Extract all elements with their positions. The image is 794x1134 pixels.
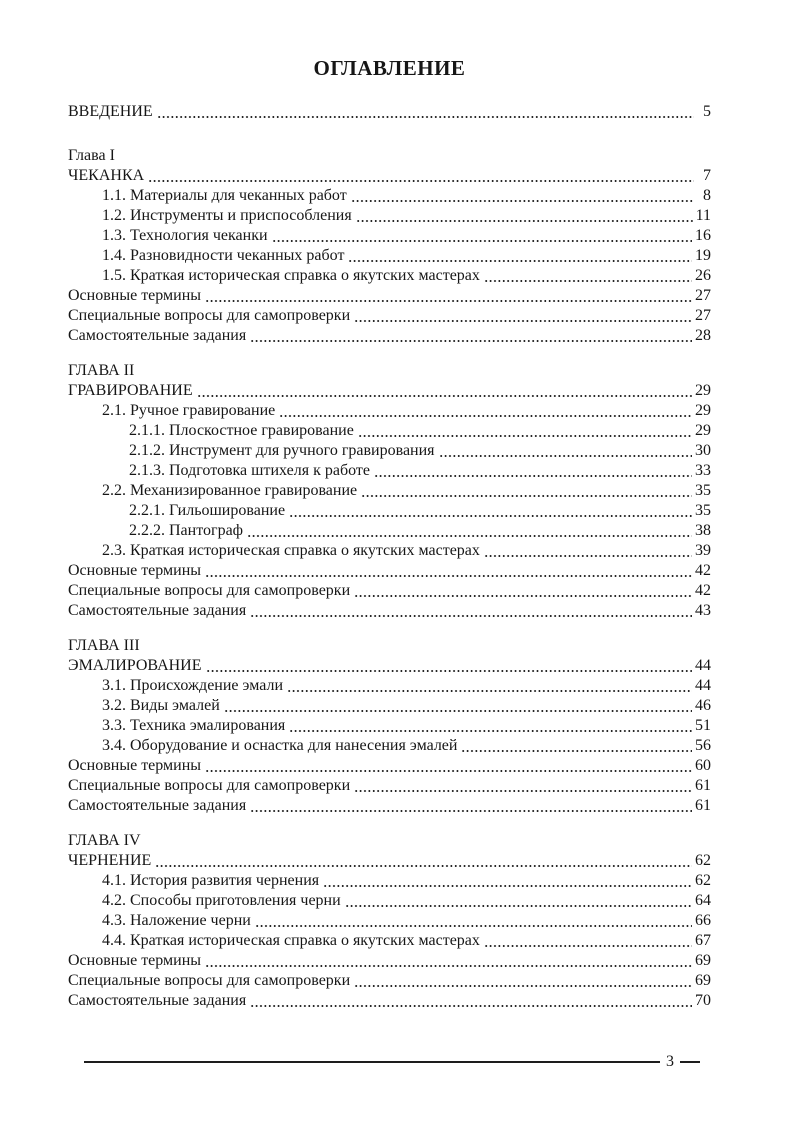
toc-entry — [68, 991, 711, 1011]
toc-entry-label: 2.2.2. Пантограф — [129, 522, 244, 539]
dot-leader — [484, 266, 692, 286]
page-number: 43 — [695, 602, 711, 619]
toc-entry-label: 1.5. Краткая историческая справка о якутских мастерах — [102, 267, 480, 284]
page-number: 44 — [695, 657, 711, 674]
toc-entry — [68, 306, 711, 326]
dot-leader — [148, 166, 694, 186]
chapter-heading — [68, 831, 711, 851]
footer-dash — [680, 1061, 700, 1063]
toc-entry — [68, 601, 711, 621]
page-number: 67 — [695, 932, 711, 949]
page-number: 61 — [695, 777, 711, 794]
chapter-title-row — [68, 166, 711, 186]
toc-entry — [68, 696, 711, 716]
dot-leader — [289, 501, 692, 521]
chapter-title-row — [68, 656, 711, 676]
toc-entry-label: Специальные вопросы для самопроверки — [68, 307, 351, 324]
toc-entry — [68, 206, 711, 226]
toc-entry — [68, 421, 711, 441]
dot-leader — [197, 381, 692, 401]
toc-entry-label: 2.3. Краткая историческая справка о якутских мастерах — [102, 542, 480, 559]
toc-entry — [68, 541, 711, 561]
dot-leader — [272, 226, 692, 246]
toc-entry — [68, 891, 711, 911]
dot-leader — [205, 286, 692, 306]
toc-chapter — [68, 146, 711, 346]
page-number: 16 — [695, 227, 711, 244]
dot-leader — [289, 716, 692, 736]
toc-entry-label: 2.1.1. Плоскостное гравирование — [129, 422, 354, 439]
toc-entry-label: 1.1. Материалы для чеканных работ — [102, 187, 347, 204]
chapter-title-row-label: ЭМАЛИРОВАНИЕ — [68, 657, 202, 674]
toc-entry-label: Самостоятельные задания — [68, 797, 247, 814]
toc-entry-label: Специальные вопросы для самопроверки — [68, 582, 351, 599]
toc-entry-label: Самостоятельные задания — [68, 327, 247, 344]
chapter-heading-label: ГЛАВА II — [68, 362, 135, 379]
footer-rule — [84, 1061, 660, 1063]
dot-leader — [374, 461, 692, 481]
toc-entry-label: 4.4. Краткая историческая справка о якутских мастерах — [102, 932, 480, 949]
page-number: 30 — [695, 442, 711, 459]
toc-entry — [68, 461, 711, 481]
page-number: 56 — [695, 737, 711, 754]
toc-entry-label: Специальные вопросы для самопроверки — [68, 777, 351, 794]
dot-leader — [250, 326, 692, 346]
dot-leader — [247, 521, 692, 541]
toc-entry-label: 3.4. Оборудование и оснастка для нанесения эмалей — [102, 737, 458, 754]
toc-entry-label: 3.2. Виды эмалей — [102, 697, 220, 714]
page-number: 28 — [695, 327, 711, 344]
toc-entry-label: Специальные вопросы для самопроверки — [68, 972, 351, 989]
page-number: 42 — [695, 582, 711, 599]
page-number: 60 — [695, 757, 711, 774]
chapter-title-row — [68, 851, 711, 871]
dot-leader — [287, 676, 692, 696]
dot-leader — [255, 911, 692, 931]
page-number: 7 — [703, 167, 711, 184]
page-number: 62 — [695, 852, 711, 869]
toc-entry-label: 2.1.2. Инструмент для ручного гравирования — [129, 442, 435, 459]
toc-entry-intro-label: ВВЕДЕНИЕ — [68, 103, 153, 120]
dot-leader — [224, 696, 692, 716]
toc-entry-label: 4.1. История развития чернения — [102, 872, 320, 889]
dot-leader — [354, 971, 692, 991]
toc-entry-label: 4.2. Способы приготовления черни — [102, 892, 341, 909]
toc-entry — [68, 676, 711, 696]
dot-leader — [484, 541, 692, 561]
toc-entry — [68, 226, 711, 246]
toc-entry — [68, 441, 711, 461]
toc-entry-label: 2.1. Ручное гравирование — [102, 402, 276, 419]
page-number: 8 — [703, 187, 711, 204]
toc-entry — [68, 716, 711, 736]
page-number: 69 — [695, 952, 711, 969]
dot-leader — [345, 891, 692, 911]
toc-entry — [68, 286, 711, 306]
chapter-heading-label: Глава I — [68, 147, 115, 164]
page-number: 42 — [695, 562, 711, 579]
chapter-heading-label: ГЛАВА III — [68, 637, 140, 654]
page-number: 51 — [695, 717, 711, 734]
toc-entry — [68, 871, 711, 891]
dot-leader — [439, 441, 692, 461]
page-number: 33 — [695, 462, 711, 479]
chapter-title-row — [68, 381, 711, 401]
dot-leader — [206, 656, 693, 676]
toc-entry-label: Основные термины — [68, 952, 202, 969]
dot-leader — [205, 561, 692, 581]
chapter-title-row-label: ЧЕКАНКА — [68, 167, 145, 184]
toc-entry — [68, 481, 711, 501]
page-number: 29 — [695, 382, 711, 399]
chapter-heading — [68, 361, 711, 381]
toc-entry-label: 3.1. Происхождение эмали — [102, 677, 284, 694]
toc-entry-label: 2.2.1. Гильоширование — [129, 502, 286, 519]
toc-entry — [68, 796, 711, 816]
toc-entry-label: Самостоятельные задания — [68, 992, 247, 1009]
toc-chapter — [68, 831, 711, 1011]
toc-entry — [68, 736, 711, 756]
toc-entry — [68, 186, 711, 206]
dot-leader — [461, 736, 692, 756]
toc-entry-label: Самостоятельные задания — [68, 602, 247, 619]
dot-leader — [484, 931, 692, 951]
dot-leader — [205, 756, 692, 776]
dot-leader — [354, 581, 692, 601]
toc-entry-label: 2.1.3. Подготовка штихеля к работе — [129, 462, 370, 479]
toc-entry — [68, 581, 711, 601]
dot-leader — [279, 401, 692, 421]
chapter-heading-label: ГЛАВА IV — [68, 832, 141, 849]
page-number: 27 — [695, 307, 711, 324]
page-number: 62 — [695, 872, 711, 889]
toc-entry — [68, 326, 711, 346]
toc-entry-label: 4.3. Наложение черни — [102, 912, 251, 929]
toc-entry-label: 1.2. Инструменты и приспособления — [102, 207, 352, 224]
dot-leader — [348, 246, 692, 266]
dot-leader — [361, 481, 692, 501]
toc — [68, 102, 711, 1011]
page-number: 35 — [695, 502, 711, 519]
page-number: 44 — [695, 677, 711, 694]
dot-leader — [250, 796, 692, 816]
chapter-heading — [68, 146, 711, 166]
chapter-heading — [68, 636, 711, 656]
toc-chapter — [68, 361, 711, 621]
page-number: 26 — [695, 267, 711, 284]
page-number: 66 — [695, 912, 711, 929]
page-number: 61 — [695, 797, 711, 814]
toc-entry-intro — [68, 102, 711, 122]
page-title: ОГЛАВЛЕНИЕ — [313, 56, 466, 80]
page-number: 19 — [695, 247, 711, 264]
toc-entry — [68, 951, 711, 971]
toc-entry — [68, 561, 711, 581]
toc-entry-label: 1.3. Технология чеканки — [102, 227, 268, 244]
dot-leader — [250, 601, 692, 621]
dot-leader — [354, 776, 692, 796]
toc-entry-label: Основные термины — [68, 287, 202, 304]
toc-chapter — [68, 636, 711, 816]
page-number: 29 — [695, 422, 711, 439]
toc-entry — [68, 911, 711, 931]
page-number: 46 — [695, 697, 711, 714]
page-footer — [84, 1052, 700, 1072]
page-number: 29 — [695, 402, 711, 419]
toc-entry — [68, 401, 711, 421]
toc-entry-label: 2.2. Механизированное гравирование — [102, 482, 358, 499]
toc-entry-label: Основные термины — [68, 562, 202, 579]
toc-entry — [68, 971, 711, 991]
page-number: 27 — [695, 287, 711, 304]
toc-entry-label: 1.4. Разновидности чеканных работ — [102, 247, 345, 264]
dot-leader — [157, 102, 694, 122]
dot-leader — [354, 306, 692, 326]
dot-leader — [351, 186, 694, 206]
toc-entry — [68, 776, 711, 796]
page-number: 11 — [695, 207, 711, 224]
dot-leader — [155, 851, 692, 871]
chapter-title-row-label: ГРАВИРОВАНИЕ — [68, 382, 193, 399]
page-number: 39 — [695, 542, 711, 559]
dot-leader — [250, 991, 692, 1011]
page-number: 69 — [695, 972, 711, 989]
dot-leader — [356, 206, 693, 226]
page-number: 70 — [695, 992, 711, 1009]
page-number: 35 — [695, 482, 711, 499]
dot-leader — [205, 951, 692, 971]
chapter-title-row-label: ЧЕРНЕНИЕ — [68, 852, 152, 869]
dot-leader — [358, 421, 692, 441]
page-number: 5 — [703, 103, 711, 120]
toc-entry-label: 3.3. Техника эмалирования — [102, 717, 286, 734]
toc-entry — [68, 931, 711, 951]
toc-entry — [68, 266, 711, 286]
page-number: 64 — [695, 892, 711, 909]
dot-leader — [323, 871, 692, 891]
toc-entry — [68, 521, 711, 541]
toc-entry-label: Основные термины — [68, 757, 202, 774]
toc-entry — [68, 756, 711, 776]
page-number: 38 — [695, 522, 711, 539]
toc-entry — [68, 501, 711, 521]
toc-entry — [68, 246, 711, 266]
footer-page-number: 3 — [666, 1053, 674, 1070]
